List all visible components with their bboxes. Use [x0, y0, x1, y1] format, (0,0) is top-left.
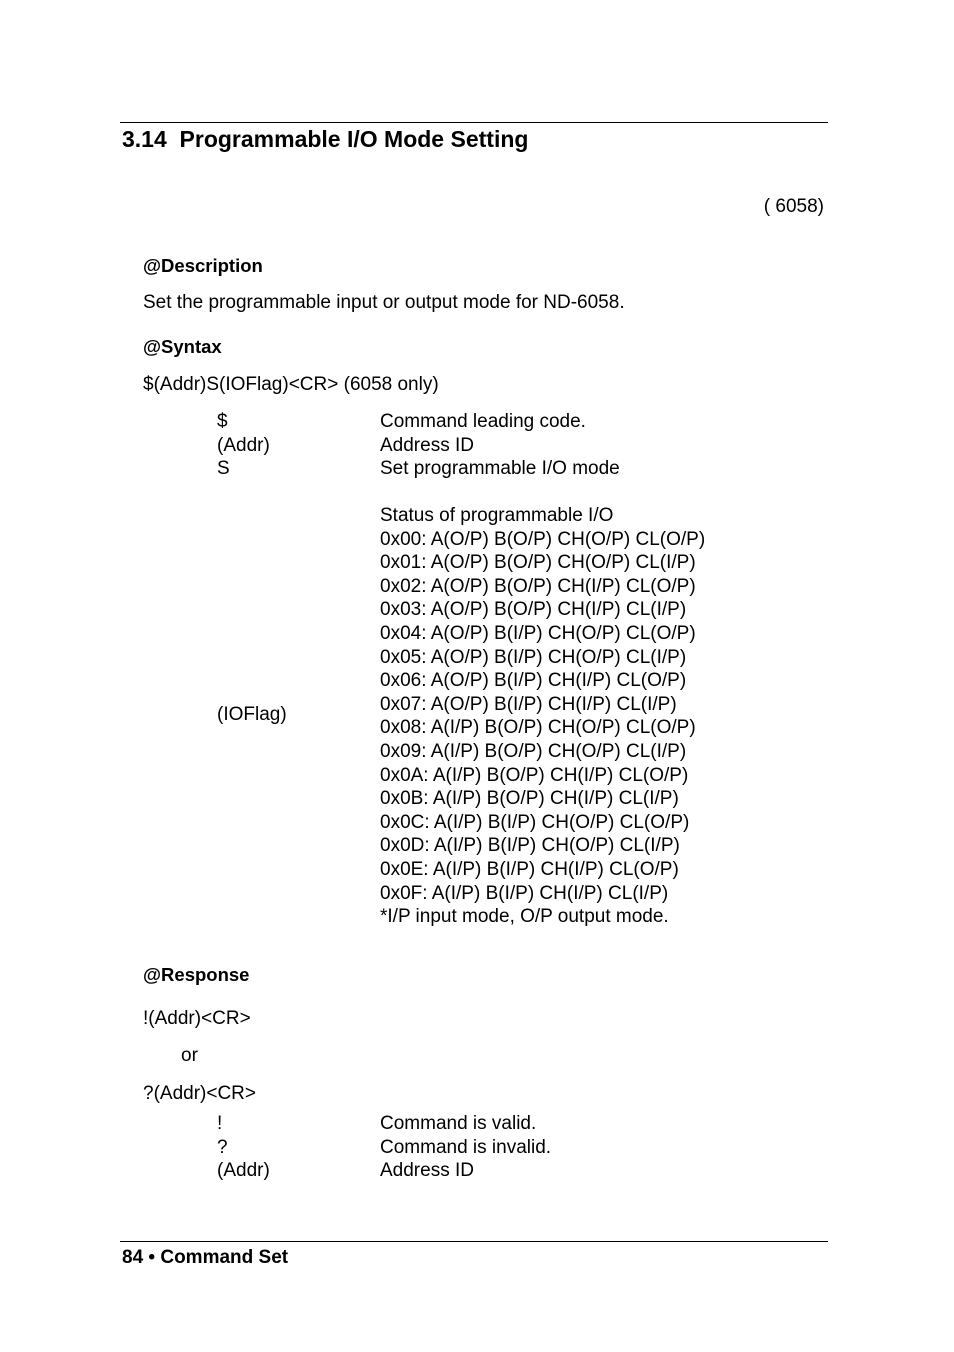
- section-number: 3.14: [122, 126, 167, 152]
- ioflag-line: 0x00: A(O/P) B(O/P) CH(O/P) CL(O/P): [380, 528, 706, 550]
- ioflag-list: [380, 504, 705, 929]
- response-heading: @Response: [143, 964, 250, 985]
- bottom-rule: [120, 1241, 828, 1242]
- footer-bullet: •: [148, 1247, 156, 1268]
- ioflag-line: 0x0F: A(I/P) B(I/P) CH(I/P) CL(I/P): [380, 882, 669, 904]
- ioflag-line: 0x05: A(O/P) B(I/P) CH(O/P) CL(I/P): [380, 646, 687, 668]
- ioflag-line: 0x02: A(O/P) B(O/P) CH(I/P) CL(O/P): [380, 575, 696, 597]
- ioflag-line: 0x07: A(O/P) B(I/P) CH(I/P) CL(I/P): [380, 693, 677, 715]
- ioflag-line: 0x0D: A(I/P) B(I/P) CH(O/P) CL(I/P): [380, 835, 680, 857]
- param-name: ?: [217, 1137, 228, 1158]
- param-name: S: [217, 458, 230, 479]
- param-desc: Command is invalid.: [380, 1137, 552, 1158]
- param-name: (Addr): [217, 1160, 270, 1181]
- ioflag-line: *I/P input mode, O/P output mode.: [380, 906, 669, 928]
- model-tag: ( 6058): [763, 196, 824, 217]
- section-title: Programmable I/O Mode Setting: [179, 126, 529, 152]
- ioflag-line: 0x0E: A(I/P) B(I/P) CH(I/P) CL(O/P): [380, 858, 679, 880]
- param-desc: Address ID: [380, 1160, 474, 1181]
- syntax-command: $(Addr)S(IOFlag)<CR> (6058 only): [143, 374, 439, 395]
- footer-section: Command Set: [160, 1247, 289, 1268]
- param-name: $: [217, 411, 228, 432]
- param-desc: Set programmable I/O mode: [380, 458, 620, 479]
- ioflag-line: 0x04: A(O/P) B(I/P) CH(O/P) CL(O/P): [380, 622, 696, 644]
- ioflag-name: (IOFlag): [217, 704, 287, 725]
- param-name: !: [217, 1113, 223, 1134]
- section-heading: [122, 126, 528, 153]
- ioflag-line: 0x08: A(I/P) B(O/P) CH(O/P) CL(O/P): [380, 717, 696, 739]
- param-desc: Command is valid.: [380, 1113, 537, 1134]
- top-rule: [120, 122, 828, 123]
- response-valid: !(Addr)<CR>: [143, 1008, 251, 1029]
- ioflag-line: 0x09: A(I/P) B(O/P) CH(O/P) CL(I/P): [380, 740, 687, 762]
- ioflag-line: 0x0C: A(I/P) B(I/P) CH(O/P) CL(O/P): [380, 811, 690, 833]
- description-text: Set the programmable input or output mode for ND-6058.: [143, 292, 625, 313]
- description-heading: @Description: [143, 255, 263, 276]
- ioflag-line: 0x01: A(O/P) B(O/P) CH(O/P) CL(I/P): [380, 552, 696, 574]
- response-invalid: ?(Addr)<CR>: [143, 1083, 256, 1104]
- ioflag-line: 0x03: A(O/P) B(O/P) CH(I/P) CL(I/P): [380, 599, 687, 621]
- ioflag-line: 0x0B: A(I/P) B(O/P) CH(I/P) CL(I/P): [380, 788, 679, 810]
- param-name: (Addr): [217, 435, 270, 456]
- page-number: 84: [122, 1247, 144, 1268]
- page-footer: [122, 1247, 288, 1269]
- ioflag-line: 0x0A: A(I/P) B(O/P) CH(I/P) CL(O/P): [380, 764, 689, 786]
- ioflag-line: Status of programmable I/O: [380, 505, 614, 526]
- param-desc: Command leading code.: [380, 411, 586, 432]
- ioflag-line: 0x06: A(O/P) B(I/P) CH(I/P) CL(O/P): [380, 670, 687, 692]
- param-desc: Address ID: [380, 435, 474, 456]
- syntax-heading: @Syntax: [143, 336, 222, 357]
- response-or: or: [181, 1045, 198, 1066]
